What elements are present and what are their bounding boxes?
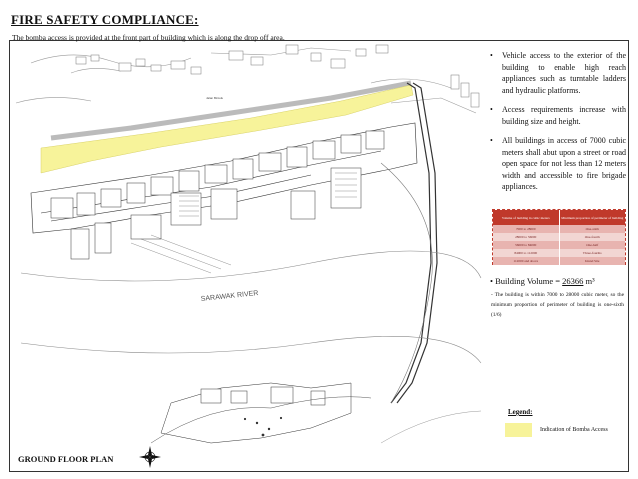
table-cell: One-half xyxy=(586,243,599,247)
table-cell: One-fourth xyxy=(584,235,600,239)
table-row xyxy=(493,233,625,241)
street-label: Jalan Bintulu xyxy=(206,96,224,100)
bullet-dot: • xyxy=(490,105,493,114)
table-header-cell: Minimum proportion of perimeter of building xyxy=(561,215,624,220)
table-cell: 28000 to 56000 xyxy=(493,233,560,241)
bullet-dot: • xyxy=(490,51,493,60)
requirement-item xyxy=(490,135,626,193)
volume-note: - The building is within 7000 to 28000 cubic meter, so the minimum proportion of perimeter of building is one-sixth (1/6) xyxy=(491,292,624,318)
requirement-item xyxy=(490,50,626,96)
table-header-cell: Volume of building in cubic meters xyxy=(493,210,560,225)
requirement-text: Access requirements increase with building size and height. xyxy=(502,105,626,126)
plan-title: GROUND FLOOR PLAN xyxy=(18,454,114,464)
legend-label: Indication of Bomba Access xyxy=(540,427,608,433)
requirement-text: All buildings in access of 7000 cubic meters shall abut upon a street or road open space for not less than 12 meters width and accessible to fire brigade appliances. xyxy=(502,136,626,191)
legend-title: Legend: xyxy=(508,408,533,416)
table-row xyxy=(493,249,625,257)
requirement-item xyxy=(490,104,626,127)
requirements-panel xyxy=(490,50,626,201)
requirement-text: Vehicle access to the exterior of the building to enable high reach appliances such as turntable ladders and hydraulic platforms. xyxy=(502,51,626,95)
table-cell: 112000 and above xyxy=(493,257,560,265)
building-volume-unit: m³ xyxy=(585,276,595,286)
table-header-row xyxy=(493,210,625,225)
perimeter-proportion-table xyxy=(492,209,626,265)
table-cell: 84000 to 112000 xyxy=(493,249,560,257)
table-cell: One-sixth xyxy=(585,227,599,231)
page-title: FIRE SAFETY COMPLIANCE: xyxy=(11,12,199,27)
table-row xyxy=(493,225,625,233)
bullet-dot: • xyxy=(490,136,493,145)
building-volume xyxy=(490,276,595,286)
table-cell: Island Site xyxy=(585,259,600,263)
river-label: SARAWAK RIVER xyxy=(200,289,259,303)
legend-swatch xyxy=(505,423,532,437)
building-volume-label: Building Volume = xyxy=(495,276,561,286)
table-cell: 56000 to 84000 xyxy=(493,241,560,249)
table-row xyxy=(493,241,625,249)
north-arrow-icon xyxy=(139,446,161,468)
page-subtitle: The bomba access is provided at the front part of building which is along the drop off area. xyxy=(12,33,285,42)
table-row xyxy=(493,257,625,265)
building-volume-value: 26366 xyxy=(562,276,584,286)
bullet-dot: • xyxy=(490,276,496,286)
table-cell: Three-fourths xyxy=(582,251,602,255)
ground-floor-plan-drawing xyxy=(11,43,483,445)
table-cell: 7000 to 28000 xyxy=(493,225,560,233)
